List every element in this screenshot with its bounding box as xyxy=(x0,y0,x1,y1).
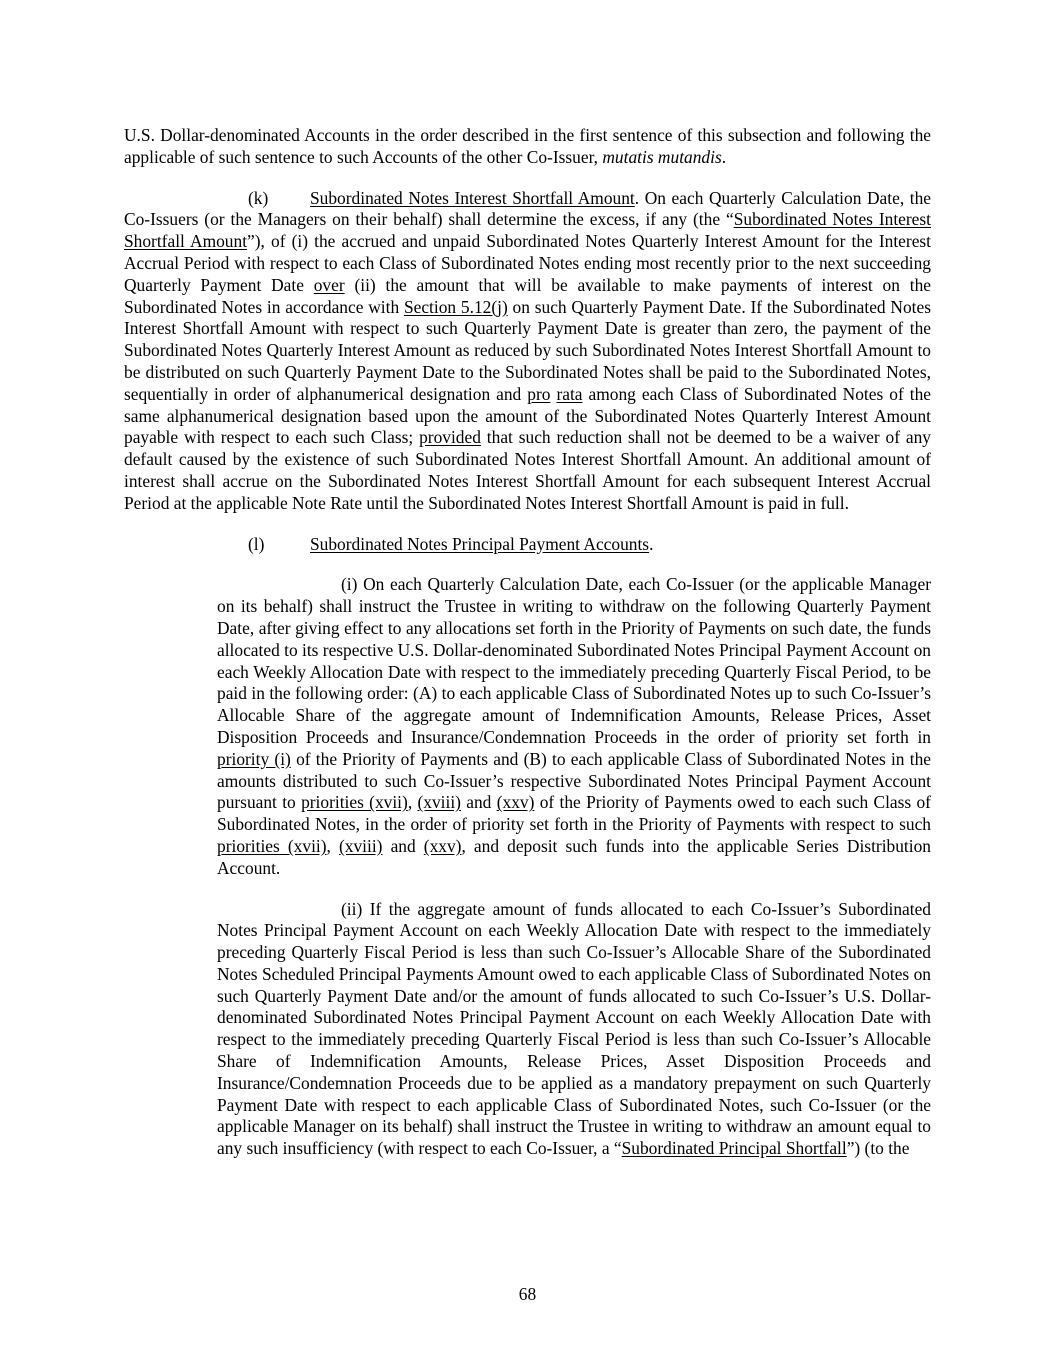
subsection-ii-paragraph: (ii) If the aggregate amount of funds allocated to each Co-Issuer’s Subordinated Notes Principal Payment Account on each Weekly Allocation Date with respect to the immediately preceding Quarterly Fiscal Period is less than such Co-Issuer’s Allocable Share of the Subordinated Notes Scheduled Principal Payments Amount owed to each applicable Class of Subordinated Notes on such Quarterly Payment Date and/or the amount of funds allocated to such Co-Issuer’s U.S. Dollar-denominated Subordinated Notes Principal Payment Account on each Weekly Allocation Date with respect to the immediately preceding Quarterly Fiscal Period is less than such Co-Issuer’s Allocable Share of Indemnification Amounts, Release Prices, Asset Disposition Proceeds and Insurance/Condemnation Proceeds due to be applied as a mandatory prepayment on such Quarterly Payment Date with respect to each applicable Class of Subordinated Notes, such Co-Issuer (or the applicable Manager on its behalf) shall instruct the Trustee in writing to withdraw an amount equal to any such insufficiency (with respect to each Co-Issuer, a “Subordinated Principal Shortfall”) (to the xyxy=(217,898,931,1159)
term-rata: rata xyxy=(556,383,583,404)
term-over: over xyxy=(313,274,345,295)
term-provided: provided xyxy=(419,427,481,448)
priority-reference: (xxv) xyxy=(423,835,462,856)
term-pro: pro xyxy=(527,383,551,404)
priority-reference: priorities (xvii) xyxy=(217,835,327,856)
section-k-heading: Subordinated Notes Interest Shortfall Amount xyxy=(310,187,635,208)
defined-term-principal-shortfall: Subordinated Principal Shortfall xyxy=(621,1138,847,1159)
section-k-label: (k) xyxy=(248,187,269,208)
page-number: 68 xyxy=(518,1284,537,1304)
priority-reference: (xxv) xyxy=(496,792,535,813)
section-reference: Section 5.12(j) xyxy=(403,296,508,317)
section-l-heading: Subordinated Notes Principal Payment Accounts xyxy=(310,533,650,554)
section-l-label: (l) xyxy=(248,533,265,554)
priority-reference: priorities (xvii) xyxy=(301,792,408,813)
latin-phrase: mutatis mutandis xyxy=(602,146,722,167)
section-k-paragraph: (k) Subordinated Notes Interest Shortfall Amount. On each Quarterly Calculation Date, the Co-Issuers (or the Managers on their behalf) shall determine the excess, if any (the “Subordinated Notes Interest Shortfall Amount”), of (i) the accrued and unpaid Subordinated Notes Quarterly Interest Amount for the Interest Accrual Period with respect to each Class of Subordinated Notes ending most recently prior to the next succeeding Quarterly Payment Date over (ii) the amount that will be available to make payments of interest on the Subordinated Notes in accordance with Section 5.12(j) on such Quarterly Payment Date. If the Subordinated Notes Interest Shortfall Amount with respect to such Quarterly Payment Date is greater than zero, the payment of the Subordinated Notes Quarterly Interest Amount as reduced by such Subordinated Notes Interest Shortfall Amount to be distributed on such Quarterly Payment Date to the Subordinated Notes shall be paid to the Subordinated Notes, sequentially in order of alphanumerical designation and pro rata among each Class of Subordinated Notes of the same alphanumerical designation based upon the amount of the Subordinated Notes Quarterly Interest Amount payable with respect to each such Class; provided that such reduction shall not be deemed to be a waiver of any default caused by the existence of such Subordinated Notes Interest Shortfall Amount. An additional amount of interest shall accrue on the Subordinated Notes Interest Shortfall Amount for each subsequent Interest Accrual Period at the applicable Note Rate until the Subordinated Notes Interest Shortfall Amount is paid in full. xyxy=(124,187,932,513)
priority-reference: (xviii) xyxy=(417,792,461,813)
subsection-i-paragraph: (i) On each Quarterly Calculation Date, each Co-Issuer (or the applicable Manager on its behalf) shall instruct the Trustee in writing to withdraw on the following Quarterly Payment Date, after giving effect to any allocations set forth in the Priority of Payments on such date, the funds allocated to its respective U.S. Dollar-denominated Subordinated Notes Principal Payment Account on each Weekly Allocation Date with respect to the immediately preceding Quarterly Fiscal Period, to be paid in the following order: (A) to each applicable Class of Subordinated Notes up to such Co-Issuer’s Allocable Share of the aggregate amount of Indemnification Amounts, Release Prices, Asset Disposition Proceeds and Insurance/Condemnation Proceeds in the order of priority set forth in priority (i) of the Priority of Payments and (B) to each applicable Class of Subordinated Notes in the amounts distributed to such Co-Issuer’s respective Subordinated Notes Principal Payment Account pursuant to priorities (xvii), (xviii) and (xxv) of the Priority of Payments owed to each such Class of Subordinated Notes, in the order of priority set forth in the Priority of Payments with respect to such priorities (xvii), (xviii) and (xxv), and deposit such funds into the applicable Series Distribution Account. xyxy=(217,574,931,878)
priority-reference: priority (i) xyxy=(217,748,291,769)
priority-reference: (xviii) xyxy=(339,835,383,856)
document-page xyxy=(124,125,931,1160)
defined-term-interest-shortfall: Subordinated Notes Interest Shortfall Amount xyxy=(124,209,931,252)
section-l-heading-line: (l) Subordinated Notes Principal Payment Accounts. xyxy=(248,533,654,554)
intro-paragraph: U.S. Dollar-denominated Accounts in the order described in the first sentence of this subsection and following the applicable of such sentence to such Accounts of the other Co-Issuer, mutatis mutandis. xyxy=(124,125,931,167)
